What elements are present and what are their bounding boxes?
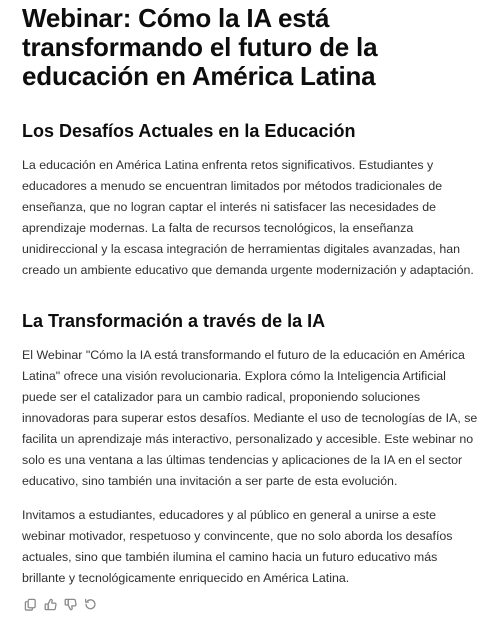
paragraph-challenges: La educación en América Latina enfrenta retos significativos. Estudiantes y educadores a menudo se encuentran limitados por métodos tradicionales de enseñanza, que no logran captar el interés ni satisfacer las necesidades de aprendizaje modernas. La falta de recursos tecnológicos, la enseñanza unidireccional y la escasa integración de herramientas digitales avanzadas, han creado un ambiente educativo que demanda urgente modernización y adaptación. xyxy=(22,158,474,277)
regenerate-icon xyxy=(84,598,97,611)
copy-button[interactable] xyxy=(23,597,37,611)
paragraph-invitation: Invitamos a estudiantes, educadores y al público en general a unirse a este webinar motivador, respetuoso y convincente, que no solo aborda los desafíos actuales, sino que también ilumina el camino hacia un futuro educativo más brillante y tecnológicamente enriquecido en América Latina. xyxy=(22,508,453,585)
section-heading-challenges: Los Desafíos Actuales en la Educación xyxy=(22,121,356,141)
thumbs-up-button[interactable] xyxy=(43,597,57,611)
section-heading-transformation: La Transformación a través de la IA xyxy=(22,311,326,331)
thumbs-down-button[interactable] xyxy=(63,597,77,611)
thumbs-down-icon xyxy=(64,598,77,611)
regenerate-button[interactable] xyxy=(83,597,97,611)
thumbs-up-icon xyxy=(44,598,57,611)
page-title: Webinar: Cómo la IA está transformando el futuro de la educación en América Latina xyxy=(22,3,378,91)
message-actions-bar xyxy=(23,595,481,613)
paragraph-transformation: El Webinar "Cómo la IA está transformando el futuro de la educación en América Latina" ofrece una visión revolucionaria. Explora cómo la Inteligencia Artificial puede ser el catalizador para un cambio radical, proponiendo soluciones innovadoras para superar estos desafíos. Mediante el uso de tecnologías de IA, se facilita un aprendizaje más interactivo, personalizado y accesible. Este webinar no solo es una ventana a las últimas tendencias y aplicaciones de la IA en el sector educativo, sino también una invitación a ser parte de esta evolución. xyxy=(22,348,478,488)
copy-icon xyxy=(24,598,37,611)
